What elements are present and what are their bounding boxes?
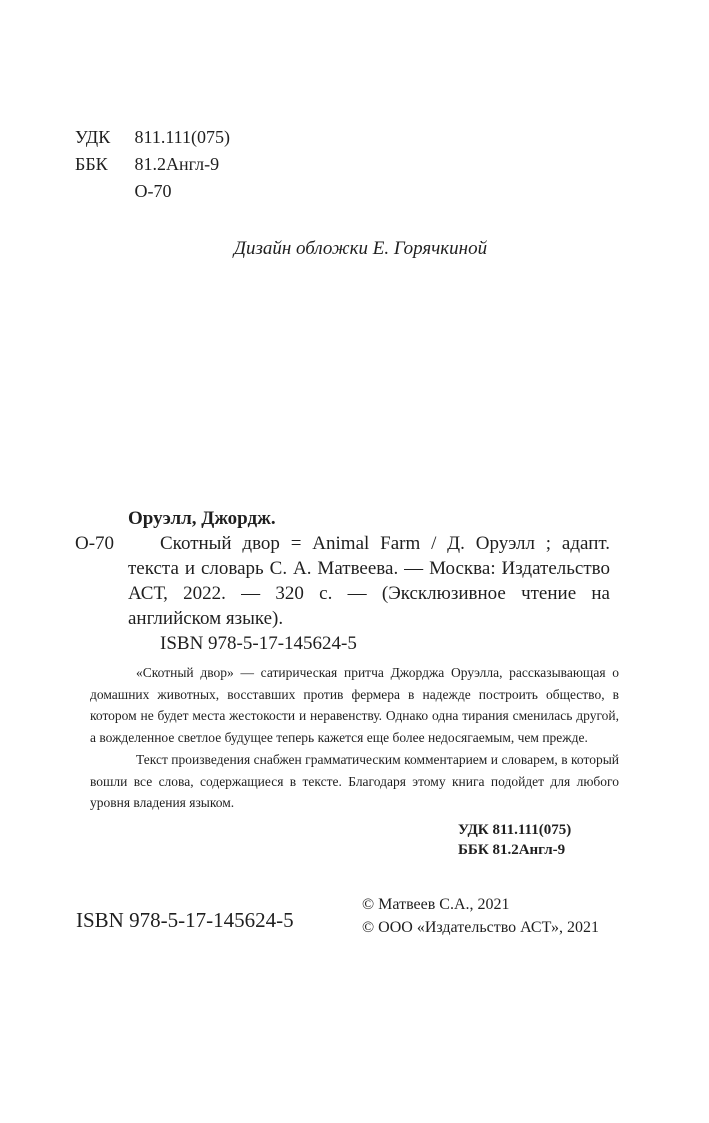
- annotation-block: [90, 662, 619, 814]
- udk-row: [75, 124, 230, 151]
- bbk-row: [75, 151, 230, 178]
- udk-label: УДК: [75, 127, 111, 147]
- udk-value: 811.111(075): [134, 127, 230, 147]
- footer-copyright-block: [362, 894, 599, 939]
- author-index-value: О-70: [134, 181, 172, 201]
- top-classification-block: [75, 124, 230, 205]
- classification-udk: УДК 811.111(075): [458, 822, 572, 838]
- bib-description: Скотный двор = Animal Farm / Д. Оруэлл ; адапт. текста и словарь С. А. Матвеева. — Москва: Издательство АСТ, 2022. — 320 с. — (Эксклюзивное чтение на английском языке).: [128, 533, 610, 629]
- annotation-paragraph-1: «Скотный двор» — сатирическая притча Джорджа Оруэлла, рассказывающая о домашних животных, восставших против фермера в надежде построить общество, в котором не будет места жестокости и неравенству. Однако одна тирания сменилась другой, а вожделенное светлое будущее теперь кажется еще более недосягаемым, чем прежде.: [90, 665, 619, 746]
- copyright-author: © Матвеев С.А., 2021: [362, 896, 510, 913]
- bib-author: Оруэлл, Джордж.: [128, 508, 276, 529]
- cover-design-credit: Дизайн обложки Е. Горячкиной: [233, 238, 488, 259]
- bib-isbn: ISBN 978-5-17-145624-5: [160, 633, 357, 654]
- classification-codes-block: [458, 820, 571, 860]
- author-index-row: [75, 178, 230, 205]
- bbk-label: ББК: [75, 154, 108, 174]
- bibliographic-record: [128, 506, 610, 656]
- bib-index-code: О-70: [75, 533, 115, 554]
- footer-isbn: ISBN 978-5-17-145624-5: [76, 908, 294, 932]
- copyright-publisher: © ООО «Издательство АСТ», 2021: [362, 918, 599, 936]
- bbk-value: 81.2Англ-9: [134, 154, 220, 174]
- classification-bbk: ББК 81.2Англ-9: [458, 842, 566, 858]
- annotation-paragraph-2: Текст произведения снабжен грамматическим комментарием и словарем, в который вошли все слова, содержащиеся в тексте. Благодаря этому книга подойдет для любого уровня владения языком.: [90, 751, 619, 811]
